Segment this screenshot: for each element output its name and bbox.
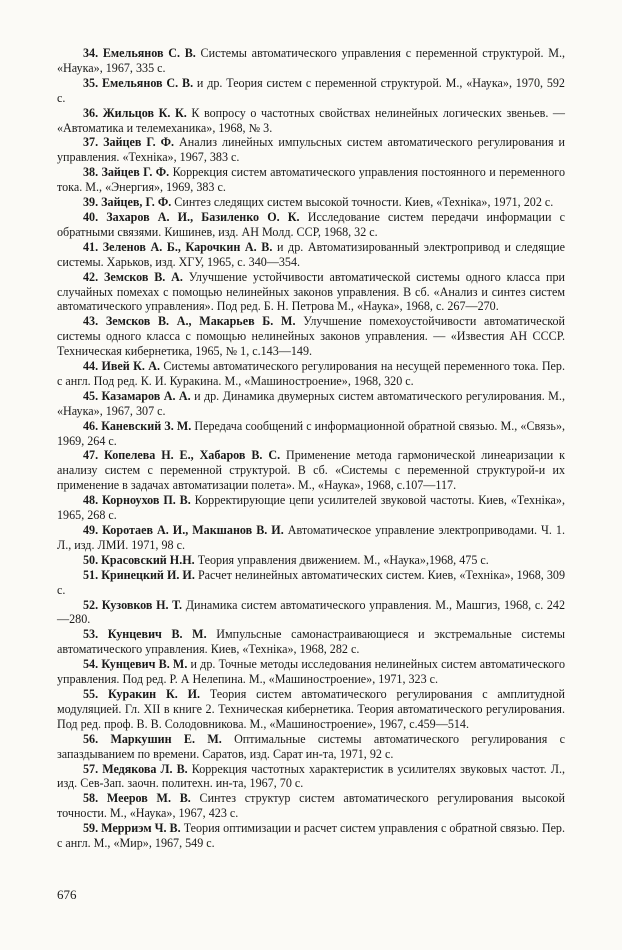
reference-text: и др. Точные методы исследования нелинейных систем автоматического управления. Под ред. Р. А Нелепина. М., «Машиностроение», 1971, 323 с. <box>57 657 565 687</box>
reference-number: 51. <box>83 567 99 582</box>
reference-entry <box>57 732 565 762</box>
reference-authors: Мееров М. В. <box>106 791 191 806</box>
reference-list <box>57 46 565 851</box>
reference-text: Анализ линейных импульсных систем автоматического регулирования и управления. «Техніка», 1967, 383 с. <box>57 135 566 165</box>
reference-text: Динамика систем автоматического управления. М., Машгиз, 1968, с. 242—280. <box>57 597 566 627</box>
reference-text: К вопросу о частотных свойствах нелинейных логических звеньев. — «Автоматика и телемеханика», 1968, № 3. <box>57 105 566 135</box>
reference-authors: Мерриэм Ч. В. <box>101 821 181 836</box>
page-number: 676 <box>57 887 77 902</box>
reference-number: 47. <box>83 448 99 463</box>
reference-authors: Казамаров А. А. <box>101 388 191 403</box>
reference-number: 45. <box>83 388 99 403</box>
reference-entry <box>57 791 565 821</box>
reference-text: Импульсные самонастраивающиеся и экстремальные системы автоматического управления. Киев, «Техніка», 1968, 282 с. <box>57 627 565 657</box>
reference-text: Автоматическое управление электроприводами. Ч. 1. Л., изд. ЛМИ. 1971, 98 с. <box>57 523 565 552</box>
reference-entry <box>57 821 565 851</box>
reference-authors: Земсков В. А. <box>103 269 183 284</box>
reference-authors: Зеленов А. Б., Карочкин А. В. <box>102 239 273 254</box>
reference-authors: Красовский Н.Н. <box>101 552 195 567</box>
reference-text: Улучшение помехоустойчивости автоматической системы одного класса с помощью нелинейных законов управления. — «Известия АН СССР. Техническая кибернетика, 1965, № 1, с.143—149. <box>57 314 566 359</box>
reference-text: Оптимальные системы автоматического регулирования с запаздыванием по времени. Саратов, изд. Сарат ин-та, 1971, 92 с. <box>57 731 565 761</box>
reference-text: Исследование систем передачи информации с обратными связями. Кишинев, изд. АН Молд. ССР, 1968, 32 с. <box>57 209 565 239</box>
reference-entry <box>57 359 565 389</box>
reference-entry <box>57 270 565 315</box>
reference-authors: Ивей К. А. <box>101 359 160 374</box>
reference-number: 37. <box>83 135 99 150</box>
reference-authors: Жильцов К. К. <box>102 105 187 120</box>
reference-authors: Медякова Л. В. <box>102 761 188 776</box>
reference-number: 52. <box>83 597 99 612</box>
reference-text: Передача сообщений с информационной обратной связью. М., «Связь», 1969, 264 с. <box>57 418 566 448</box>
reference-entry <box>57 389 565 419</box>
reference-authors: Емельянов С. В. <box>101 75 194 90</box>
reference-entry <box>57 553 565 568</box>
reference-text: Системы автоматического регулирования на несущей переменного тока. Пер. с англ. Под ред. К. И. Куракина. М., «Машиностроение», 1968, 320 с. <box>57 359 565 388</box>
reference-number: 39. <box>83 195 99 210</box>
reference-number: 41. <box>83 239 99 254</box>
reference-text: Теория оптимизации и расчет систем управления с обратной связью. Пер. с англ. М., «Мир», 1967, 549 с. <box>57 821 566 851</box>
reference-text: Системы автоматического управления с переменной структурой. М., «Наука», 1967, 335 с. <box>57 46 565 75</box>
reference-entry <box>57 46 565 76</box>
reference-text: Теория систем автоматического регулирования с амплитудной модуляцией. Гл. XII в книге 2. Техническая кибернетика. Теория автоматического регулирования. Под ред. проф. В. В. Солодовникова. М., «Машиностроение», 1967, с.459—514. <box>57 686 565 731</box>
reference-entry <box>57 627 565 657</box>
reference-authors: Кунцевич В. М. <box>107 627 207 642</box>
reference-authors: Земсков В. А., Макарьев Б. М. <box>105 314 296 329</box>
reference-entry <box>57 448 565 493</box>
reference-number: 50. <box>83 552 99 567</box>
reference-authors: Емельянов С. В. <box>102 46 196 60</box>
reference-entry <box>57 523 565 553</box>
reference-number: 49. <box>83 523 99 537</box>
reference-text: Корректирующие цепи усилителей звуковой частоты. Киев, «Техніка», 1965, 268 с. <box>57 493 565 523</box>
reference-number: 35. <box>83 75 99 90</box>
reference-number: 46. <box>83 418 99 433</box>
reference-entry <box>57 314 565 359</box>
reference-text: и др. Теория систем с переменной структурой. М., «Наука», 1970, 592 с. <box>57 75 565 105</box>
reference-entry <box>57 762 565 792</box>
reference-text: Теория управления движением. М., «Наука»,1968, 475 с. <box>197 552 489 567</box>
reference-authors: Копелева Н. Е., Хабаров В. С. <box>104 448 281 463</box>
reference-number: 57. <box>83 761 99 776</box>
reference-authors: Зайцев, Г. Ф. <box>101 195 172 210</box>
reference-authors: Каневский З. М. <box>101 418 192 433</box>
reference-authors: Зайцев Г. Ф. <box>101 165 170 180</box>
reference-number: 53. <box>83 627 99 642</box>
reference-number: 56. <box>83 731 99 746</box>
reference-entry <box>57 598 565 628</box>
reference-text: Расчет нелинейных автоматических систем. Киев, «Техніка», 1968, 309 с. <box>57 567 565 597</box>
reference-number: 36. <box>83 105 99 120</box>
reference-text: Коррекция систем автоматического управления постоянного и переменного тока. М., «Энергия», 1969, 383 с. <box>57 165 565 195</box>
reference-authors: Маркушин Е. М. <box>110 731 222 746</box>
reference-authors: Коротаев А. И., Макшанов В. И. <box>102 523 284 537</box>
reference-text: и др. Динамика двумерных систем автоматического регулирования. М., «Наука», 1967, 307 с. <box>57 388 565 418</box>
reference-number: 38. <box>83 165 99 180</box>
reference-text: Коррекция частотных характеристик в усилителях звуковых частот. Л., изд. Сев-Зап. заочн. политехн. ин-та, 1967, 70 с. <box>57 761 565 791</box>
reference-text: и др. Автоматизированный электропривод и следящие системы. Харьков, изд. ХГУ, 1965, с. 340—354. <box>57 239 565 269</box>
reference-authors: Корноухов П. В. <box>102 493 191 508</box>
reference-authors: Захаров А. И., Базиленко О. К. <box>106 209 300 224</box>
reference-text: Синтез структур систем автоматического регулирования высокой точности. М., «Наука», 1967, 423 с. <box>57 791 565 821</box>
reference-entry <box>57 135 565 165</box>
reference-number: 54. <box>83 657 99 672</box>
reference-text: Синтез следящих систем высокой точности. Киев, «Техніка», 1971, 202 с. <box>174 195 554 210</box>
reference-entry <box>57 240 565 270</box>
reference-entry <box>57 419 565 449</box>
reference-authors: Кунцевич В. М. <box>101 657 188 672</box>
reference-number: 34. <box>83 46 99 60</box>
reference-authors: Кузовков Н. Т. <box>101 597 183 612</box>
reference-number: 59. <box>83 821 99 836</box>
reference-authors: Зайцев Г. Ф. <box>103 135 175 150</box>
reference-entry <box>57 657 565 687</box>
reference-number: 58. <box>83 791 99 806</box>
reference-text: Применение метода гармонической линеаризации к анализу систем с переменной структурой. В сб. «Системы с переменной структурой-и их применение в задачах автоматизации полета». М., «Наука», 1968, с.107—117. <box>57 448 565 493</box>
reference-number: 40. <box>83 209 99 224</box>
reference-text: Улучшение устойчивости автоматической системы одного класса при случайных помехах с помощью нелинейных законов управления. В сб. «Анализ и синтез систем автоматического управления». Под ред. Б. Н. Петрова М., «Наука», 1968, с. 267—270. <box>57 269 565 314</box>
reference-authors: Куракин К. И. <box>107 686 201 701</box>
reference-authors: Кринецкий И. И. <box>101 567 195 582</box>
reference-entry <box>57 106 565 136</box>
reference-entry <box>57 195 565 210</box>
reference-number: 48. <box>83 493 99 508</box>
reference-entry <box>57 76 565 106</box>
reference-number: 43. <box>83 314 99 329</box>
reference-entry <box>57 687 565 732</box>
reference-number: 42. <box>83 269 99 284</box>
reference-entry <box>57 210 565 240</box>
reference-number: 44. <box>83 359 99 374</box>
reference-entry <box>57 568 565 598</box>
reference-entry <box>57 165 565 195</box>
reference-entry <box>57 493 565 523</box>
reference-number: 55. <box>83 686 99 701</box>
